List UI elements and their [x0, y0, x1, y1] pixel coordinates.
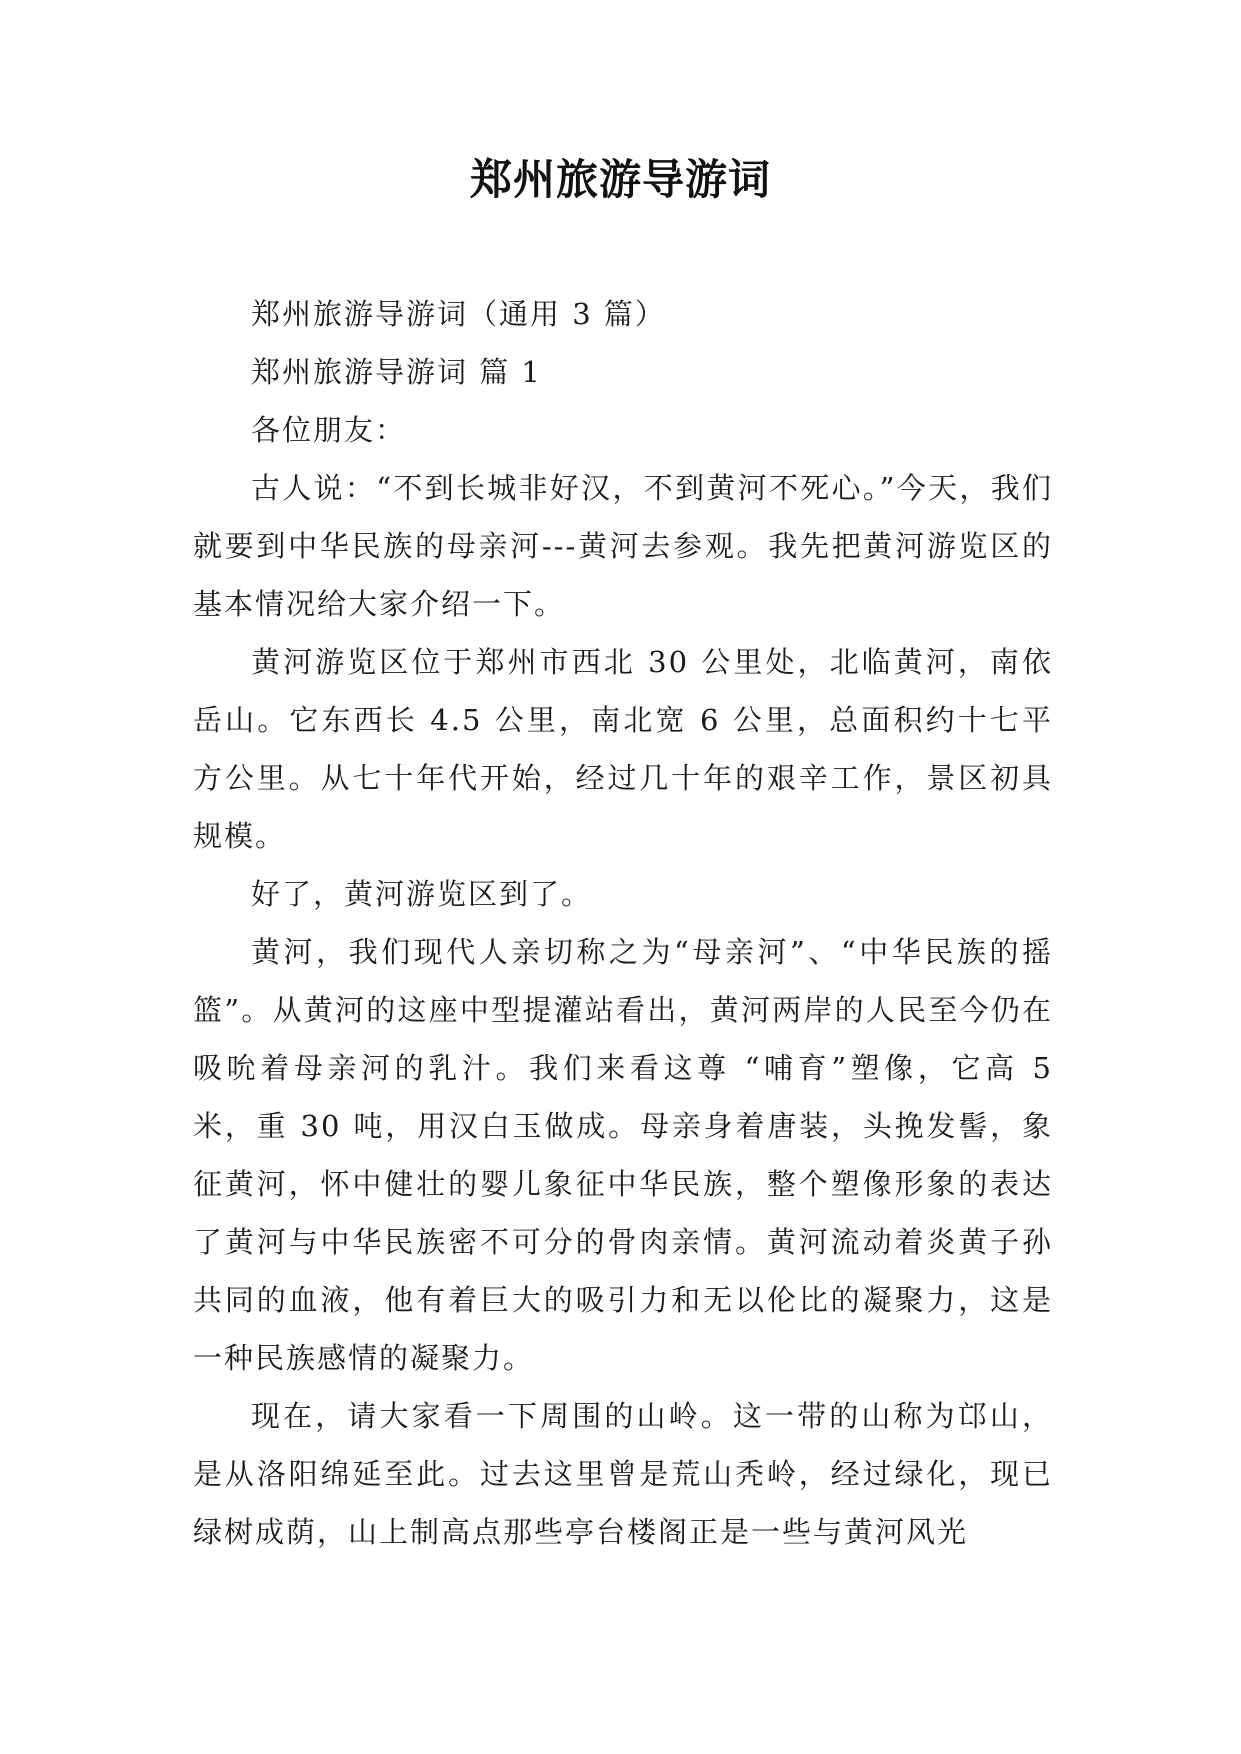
- paragraph-section-heading: 郑州旅游导游词 篇 1: [251, 355, 542, 389]
- paragraph: 古人说：“不到长城非好汉，不到黄河不死心。”今天，我们就要到中华民族的母亲河---黄河去参观。我先把黄河游览区的基本情况给大家介绍一下。: [193, 471, 1053, 621]
- paragraph: 好了，黄河游览区到了。: [251, 877, 593, 911]
- paragraph: 黄河游览区位于郑州市西北 30 公里处，北临黄河，南依岳山。它东西长 4.5 公里，南北宽 6 公里，总面积约十七平方公里。从七十年代开始，经过几十年的艰辛工作，景区初具规模。: [193, 645, 1053, 853]
- document-body: [193, 285, 1053, 1561]
- paragraph-greeting: 各位朋友：: [251, 413, 407, 447]
- paragraph-subtitle: 郑州旅游导游词（通用 3 篇）: [251, 297, 666, 331]
- document-title: 郑州旅游导游词: [469, 155, 771, 204]
- paragraph: 黄河，我们现代人亲切称之为“母亲河”、“中华民族的摇篮”。从黄河的这座中型提灌站看出，黄河两岸的人民至今仍在吸吮着母亲河的乳汁。我们来看这尊 “哺育”塑像，它高 5 米，重 30 吨，用汉白玉做成。母亲身着唐装，头挽发髻，象征黄河，怀中健壮的婴儿象征中华民族，整个塑像形象的表达了黄河与中华民族密不可分的骨肉亲情。黄河流动着炎黄子孙共同的血液，他有着巨大的吸引力和无以伦比的凝聚力，这是一种民族感情的凝聚力。: [193, 935, 1053, 1375]
- paragraph: 现在，请大家看一下周围的山岭。这一带的山称为邙山，是从洛阳绵延至此。过去这里曾是荒山秃岭，经过绿化，现已绿树成荫，山上制高点那些亭台楼阁正是一些与黄河风光: [193, 1399, 1053, 1549]
